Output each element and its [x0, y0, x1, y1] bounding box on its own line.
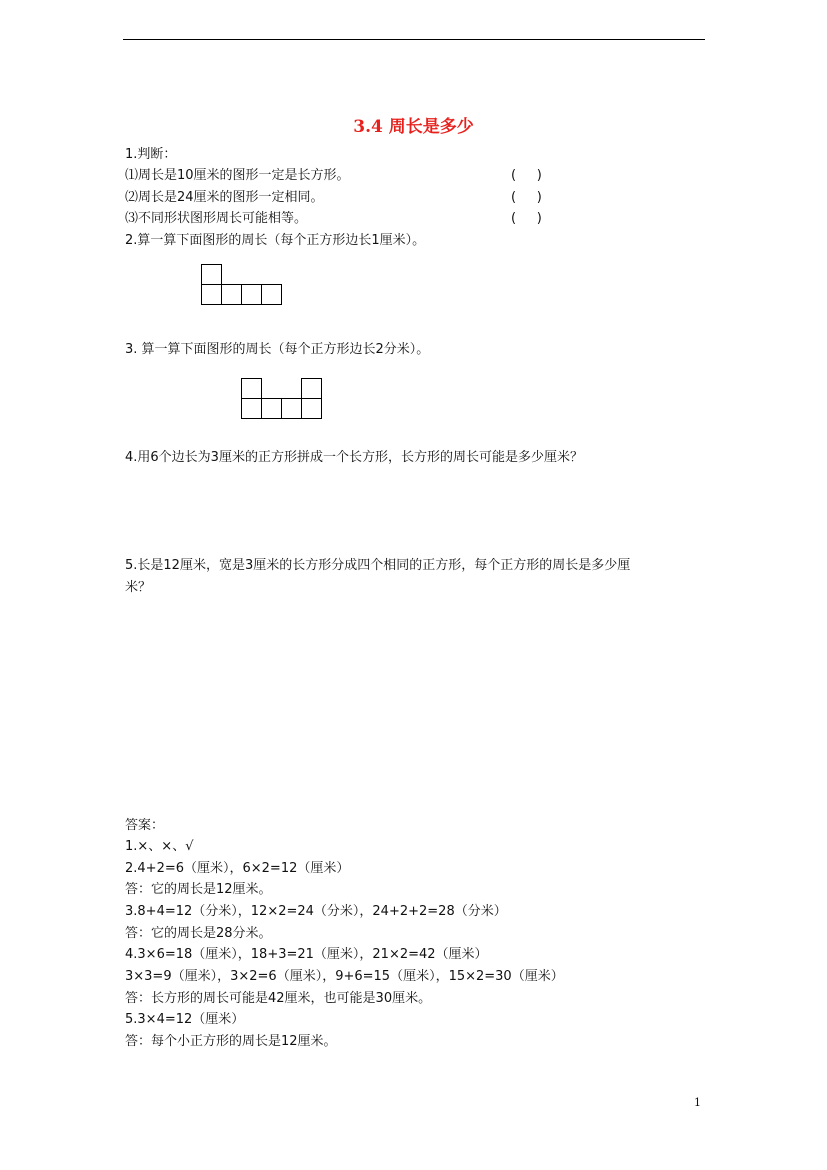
q1-answer-blank-1: ( )	[511, 168, 542, 183]
header-rule	[123, 39, 705, 40]
square	[241, 284, 262, 305]
q1-item-2: ⑵周长是24厘米的图形一定相同。	[125, 190, 324, 205]
q1-item-1: ⑴周长是10厘米的图形一定是长方形。	[125, 168, 350, 183]
square	[241, 398, 262, 419]
answer-line: 答：它的周长是28分米。	[125, 926, 272, 941]
square	[201, 284, 222, 305]
q1-answer-blank-3: ( )	[511, 211, 542, 226]
q1-answer-blank-2: ( )	[511, 190, 542, 205]
q3-text: 3. 算一算下面图形的周长（每个正方形边长2分米）。	[125, 342, 430, 357]
answers-heading: 答案：	[125, 818, 165, 833]
q5-text-line-2: 米？	[125, 580, 152, 595]
answer-line: 1.×、×、√	[125, 839, 194, 854]
answer-line: 3.8+4=12（分米），12×2=24（分米），24+2+2=28（分米）	[125, 904, 507, 919]
square	[261, 398, 282, 419]
page-title: 3.4 周长是多少	[353, 117, 474, 137]
q4-text: 4.用6个边长为3厘米的正方形拼成一个长方形，长方形的周长可能是多少厘米？	[125, 450, 583, 465]
q2-text: 2.算一算下面图形的周长（每个正方形边长1厘米）。	[125, 233, 426, 248]
square	[281, 398, 302, 419]
q1-heading: 1.判断：	[125, 147, 177, 162]
square	[261, 284, 282, 305]
square	[221, 284, 242, 305]
square	[301, 398, 322, 419]
page-number: 1	[694, 1096, 701, 1109]
q5-text-line-1: 5.长是12厘米，宽是3厘米的长方形分成四个相同的正方形，每个正方形的周长是多少厘	[125, 558, 631, 573]
q1-item-3: ⑶不同形状图形周长可能相等。	[125, 211, 308, 226]
square	[201, 264, 222, 285]
answer-line: 答：它的周长是12厘米。	[125, 882, 272, 897]
answer-line: 答：长方形的周长可能是42厘米，也可能是30厘米。	[125, 991, 432, 1006]
answer-line: 答：每个小正方形的周长是12厘米。	[125, 1034, 337, 1049]
answer-line: 4.3×6=18（厘米），18+3=21（厘米），21×2=42（厘米）	[125, 947, 488, 962]
answer-line: 5.3×4=12（厘米）	[125, 1012, 245, 1027]
answer-line: 3×3=9（厘米），3×2=6（厘米），9+6=15（厘米），15×2=30（厘米）	[125, 969, 564, 984]
square	[301, 378, 322, 399]
answer-line: 2.4+2=6（厘米），6×2=12（厘米）	[125, 861, 350, 876]
square	[241, 378, 262, 399]
